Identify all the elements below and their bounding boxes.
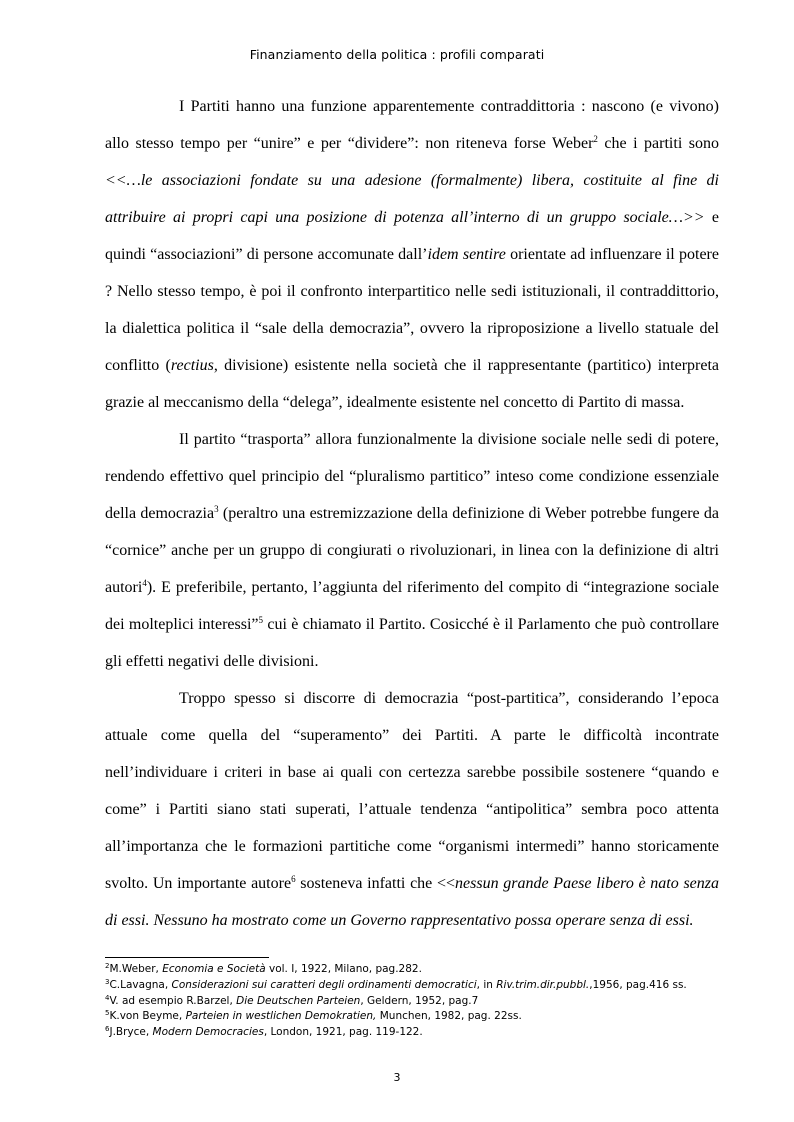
text-span: (peraltro una estremizzazione della definizione di Weber potrebbe fungere da “cornice” anche per un gruppo di congiurati o rivoluzionari, in linea con la definizione di altri autori	[105, 505, 719, 596]
text-span: Troppo spesso si discorre di democrazia “post-partitica”, considerando l’epoca attuale come quella del “superamento” dei Partiti. A parte le difficoltà incontrate nell’individuare i criteri in base ai quali con certezza sarebbe possibile sostenere “quando e come” i Partiti siano stati superati, l’attuale tendenza “antipolitica” sembra poco attenta all’importanza che le formazioni partitiche come “organismi intermedi” hanno storicamente svolto. Un importante autore	[105, 690, 719, 892]
text-span: ). E preferibile, pertanto, l’aggiunta del riferimento del compito di “integrazione sociale dei molteplici interessi”	[105, 579, 719, 633]
text-span: , divisione) esistente nella società che il rappresentante (partitico) interpreta grazie al meccanismo della “delega”, idealmente esistente nel concetto di Partito di massa.	[105, 357, 719, 411]
footnotes	[105, 962, 719, 1041]
text-span: cui è chiamato il Partito. Cosicché è il Parlamento che può controllare gli effetti negativi delle divisioni.	[105, 616, 719, 670]
footnote-text: , London, 1921, pag. 119-122.	[263, 1026, 423, 1039]
paragraph-3	[105, 680, 719, 939]
main-text	[105, 88, 719, 939]
page-number: 3	[393, 1071, 401, 1084]
footnote-text: C.Lavagna,	[109, 978, 172, 991]
footnote-ref-5: 5	[258, 615, 264, 625]
footnote-number: 5	[105, 1009, 110, 1018]
text-span: che i partiti sono	[597, 135, 719, 152]
footnote-number: 6	[105, 1025, 110, 1034]
footnote-6	[105, 1025, 719, 1041]
footnote-text: K.von Beyme,	[109, 1010, 186, 1023]
bryce-quote: nessun grande Paese libero è nato senza di essi. Nessuno ha mostrato come un Governo rappresentativo possa operare senza di essi.	[105, 875, 720, 929]
footnote-text: ,1956, pag.416 ss.	[589, 978, 687, 991]
footnote-number: 4	[105, 993, 110, 1002]
footnote-text: Munchen, 1982, pag. 22ss.	[376, 1010, 522, 1023]
footnote-ref-6: 6	[291, 874, 296, 884]
text-span: sosteneva infatti che <<	[295, 875, 456, 892]
footnote-text: , in	[476, 978, 497, 991]
footnote-title: Modern Democracies	[152, 1026, 264, 1039]
footnote-number: 2	[105, 962, 110, 970]
footnote-title: Considerazioni sui caratteri degli ordinamenti democratici	[171, 978, 477, 991]
footnote-3	[105, 978, 719, 994]
text-span: Il partito “trasporta” allora funzionalmente la divisione sociale nelle sedi di potere, rendendo effettivo quel principio del “pluralismo partitico” inteso come condizione essenziale della democrazia	[105, 431, 719, 522]
footnote-journal: Riv.trim.dir.pubbl.	[496, 978, 590, 991]
text-span: I Partiti hanno una funzione apparentemente contraddittoria : nascono (e vivono) allo stesso tempo per “unire” e per “dividere”: non riteneva forse Weber	[105, 98, 719, 152]
footnote-separator	[105, 957, 269, 958]
weber-quote: <<…le associazioni fondate su una adesione (formalmente) libera, costituite al fine di attribuire ai propri capi una posizione di potenza all’interno di un gruppo sociale…>>	[105, 172, 719, 226]
footnote-ref-4: 4	[142, 578, 147, 588]
footnote-text: , Geldern, 1952, pag.7	[360, 994, 479, 1007]
paragraph-2	[105, 421, 719, 680]
footnote-4	[105, 994, 719, 1010]
footnote-title: Parteien in westlichen Demokratien,	[185, 1010, 377, 1023]
text-span: e quindi “associazioni” di persone accomunate dall’	[105, 209, 719, 263]
footnote-text: M.Weber,	[109, 963, 163, 975]
footnote-number: 3	[105, 977, 110, 986]
footnote-text: vol. I, 1922, Milano, pag.282.	[265, 963, 422, 975]
footnote-5	[105, 1009, 719, 1025]
footnote-title: Die Deutschen Parteien	[236, 994, 361, 1007]
text-span: orientate ad influenzare il potere ? Nello stesso tempo, è poi il confronto interpartitico nelle sedi istituzionali, il contraddittorio, la dialettica politica il “sale della democrazia”, ovvero la riproposizione a livello statuale del conflitto (	[105, 246, 719, 374]
footnote-text: V. ad esempio R.Barzel,	[109, 994, 237, 1007]
footnote-text: J.Bryce,	[109, 1026, 153, 1039]
paragraph-1	[105, 88, 719, 421]
footnote-ref-2: 2	[593, 134, 598, 144]
footnote-title: Economia e Società	[162, 963, 266, 975]
footnote-2	[105, 962, 719, 978]
italic-term: rectius	[170, 357, 214, 374]
italic-term: idem sentire	[427, 246, 506, 263]
running-header: Finanziamento della politica : profili comparati	[249, 47, 545, 62]
footnote-ref-3: 3	[214, 504, 219, 514]
